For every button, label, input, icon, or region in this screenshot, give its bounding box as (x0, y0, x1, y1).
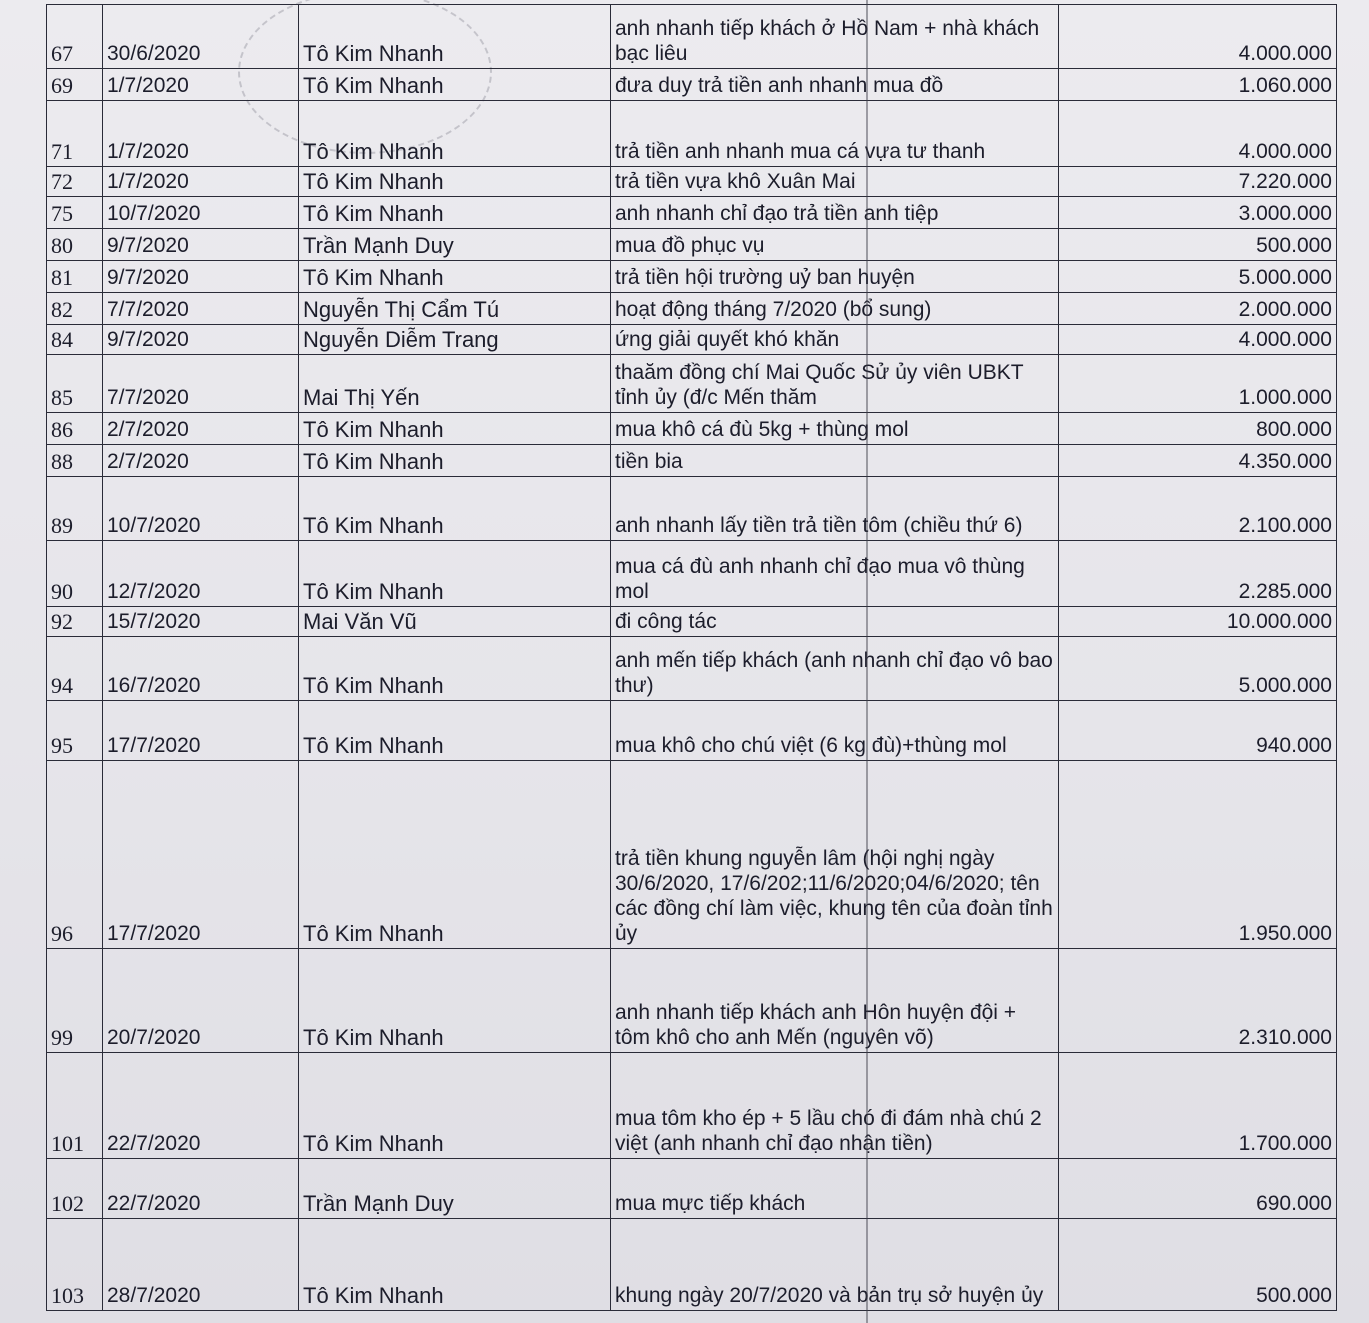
table-row (47, 1219, 1337, 1311)
row-amount: 1.700.000 (1059, 1053, 1337, 1159)
row-amount: 2.285.000 (1059, 541, 1337, 607)
row-description: đi công tác (611, 607, 1059, 637)
row-name: Tô Kim Nhanh (299, 701, 611, 761)
row-description: anh mến tiếp khách (anh nhanh chỉ đạo vô bao thư) (611, 637, 1059, 701)
row-number: 82 (47, 293, 103, 325)
row-description: ứng giải quyết khó khăn (611, 325, 1059, 355)
row-description: mua cá đù anh nhanh chỉ đạo mua vô thùng mol (611, 541, 1059, 607)
row-date: 20/7/2020 (103, 949, 299, 1053)
row-description: trả tiền vựa khô Xuân Mai (611, 167, 1059, 197)
row-amount: 5.000.000 (1059, 261, 1337, 293)
row-date: 28/7/2020 (103, 1219, 299, 1311)
table-row (47, 229, 1337, 261)
table-row (47, 1053, 1337, 1159)
table-row (47, 69, 1337, 101)
table-row (47, 261, 1337, 293)
row-number: 88 (47, 445, 103, 477)
row-description: mua đồ phục vụ (611, 229, 1059, 261)
table-row (47, 445, 1337, 477)
row-number: 75 (47, 197, 103, 229)
row-date: 7/7/2020 (103, 355, 299, 413)
row-date: 17/7/2020 (103, 701, 299, 761)
row-number: 69 (47, 69, 103, 101)
row-number: 90 (47, 541, 103, 607)
table-row (47, 949, 1337, 1053)
row-number: 84 (47, 325, 103, 355)
row-amount: 4.000.000 (1059, 325, 1337, 355)
table-row (47, 413, 1337, 445)
row-name: Mai Thị Yến (299, 355, 611, 413)
row-description: khung ngày 20/7/2020 và bản trụ sở huyện ủy (611, 1219, 1059, 1311)
row-amount: 4.350.000 (1059, 445, 1337, 477)
row-description: đưa duy trả tiền anh nhanh mua đồ (611, 69, 1059, 101)
row-date: 30/6/2020 (103, 5, 299, 69)
row-name: Tô Kim Nhanh (299, 1219, 611, 1311)
row-amount: 1.060.000 (1059, 69, 1337, 101)
row-number: 89 (47, 477, 103, 541)
row-name: Tô Kim Nhanh (299, 5, 611, 69)
row-name: Tô Kim Nhanh (299, 541, 611, 607)
row-date: 7/7/2020 (103, 293, 299, 325)
page-fold-line (866, 0, 868, 1323)
row-description: thaăm đồng chí Mai Quốc Sử ủy viên UBKT tỉnh ủy (đ/c Mến thăm (611, 355, 1059, 413)
row-name: Tô Kim Nhanh (299, 69, 611, 101)
table-row (47, 637, 1337, 701)
row-amount: 7.220.000 (1059, 167, 1337, 197)
table-row (47, 101, 1337, 167)
row-number: 72 (47, 167, 103, 197)
row-description: anh nhanh tiếp khách ở Hồ Nam + nhà khách bạc liêu (611, 5, 1059, 69)
row-number: 92 (47, 607, 103, 637)
row-name: Tô Kim Nhanh (299, 445, 611, 477)
row-amount: 2.310.000 (1059, 949, 1337, 1053)
row-amount: 4.000.000 (1059, 5, 1337, 69)
row-amount: 690.000 (1059, 1159, 1337, 1219)
row-name: Tô Kim Nhanh (299, 413, 611, 445)
row-amount: 2.000.000 (1059, 293, 1337, 325)
row-date: 9/7/2020 (103, 229, 299, 261)
table-row (47, 541, 1337, 607)
row-description: trả tiền hội trường uỷ ban huyện (611, 261, 1059, 293)
row-name: Tô Kim Nhanh (299, 949, 611, 1053)
expense-table-body (47, 5, 1337, 1311)
row-name: Tô Kim Nhanh (299, 1053, 611, 1159)
table-row (47, 5, 1337, 69)
row-description: anh nhanh tiếp khách anh Hôn huyện đội + tôm khô cho anh Mến (nguyên võ) (611, 949, 1059, 1053)
row-name: Tô Kim Nhanh (299, 167, 611, 197)
row-number: 101 (47, 1053, 103, 1159)
row-description: mua mực tiếp khách (611, 1159, 1059, 1219)
row-date: 22/7/2020 (103, 1053, 299, 1159)
row-description: trả tiền khung nguyễn lâm (hội nghị ngày 30/6/2020, 17/6/202;11/6/2020;04/6/2020; tên các đồng chí làm việc, khung tên của đoàn tỉnh ủy (611, 761, 1059, 949)
row-number: 71 (47, 101, 103, 167)
row-date: 1/7/2020 (103, 167, 299, 197)
row-description: tiền bia (611, 445, 1059, 477)
row-name: Nguyễn Diễm Trang (299, 325, 611, 355)
table-row (47, 355, 1337, 413)
table-row (47, 325, 1337, 355)
table-row (47, 761, 1337, 949)
table-row (47, 1159, 1337, 1219)
row-name: Tô Kim Nhanh (299, 261, 611, 293)
row-number: 67 (47, 5, 103, 69)
row-number: 96 (47, 761, 103, 949)
row-date: 2/7/2020 (103, 413, 299, 445)
row-amount: 800.000 (1059, 413, 1337, 445)
table-row (47, 293, 1337, 325)
row-date: 10/7/2020 (103, 197, 299, 229)
row-description: hoạt động tháng 7/2020 (bổ sung) (611, 293, 1059, 325)
row-description: trả tiền anh nhanh mua cá vựa tư thanh (611, 101, 1059, 167)
row-description: anh nhanh chỉ đạo trả tiền anh tiệp (611, 197, 1059, 229)
row-name: Tô Kim Nhanh (299, 197, 611, 229)
row-date: 12/7/2020 (103, 541, 299, 607)
row-name: Tô Kim Nhanh (299, 101, 611, 167)
row-number: 85 (47, 355, 103, 413)
row-date: 22/7/2020 (103, 1159, 299, 1219)
row-number: 99 (47, 949, 103, 1053)
row-name: Trần Mạnh Duy (299, 1159, 611, 1219)
row-name: Nguyễn Thị Cẩm Tú (299, 293, 611, 325)
table-row (47, 607, 1337, 637)
row-date: 16/7/2020 (103, 637, 299, 701)
row-date: 15/7/2020 (103, 607, 299, 637)
row-name: Trần Mạnh Duy (299, 229, 611, 261)
row-description: mua khô cá đù 5kg + thùng mol (611, 413, 1059, 445)
row-amount: 500.000 (1059, 229, 1337, 261)
row-description: mua tôm kho ép + 5 lầu chó đi đám nhà chú 2 việt (anh nhanh chỉ đạo nhận tiền) (611, 1053, 1059, 1159)
row-date: 9/7/2020 (103, 325, 299, 355)
row-name: Tô Kim Nhanh (299, 637, 611, 701)
row-amount: 4.000.000 (1059, 101, 1337, 167)
table-row (47, 701, 1337, 761)
row-amount: 500.000 (1059, 1219, 1337, 1311)
row-name: Mai Văn Vũ (299, 607, 611, 637)
row-amount: 1.000.000 (1059, 355, 1337, 413)
table-row (47, 477, 1337, 541)
row-number: 86 (47, 413, 103, 445)
row-number: 103 (47, 1219, 103, 1311)
row-date: 17/7/2020 (103, 761, 299, 949)
row-amount: 2.100.000 (1059, 477, 1337, 541)
row-number: 94 (47, 637, 103, 701)
table-row (47, 167, 1337, 197)
row-number: 102 (47, 1159, 103, 1219)
expense-table (46, 4, 1337, 1311)
row-amount: 10.000.000 (1059, 607, 1337, 637)
row-amount: 5.000.000 (1059, 637, 1337, 701)
row-description: anh nhanh lấy tiền trả tiền tôm (chiều thứ 6) (611, 477, 1059, 541)
row-number: 80 (47, 229, 103, 261)
row-number: 95 (47, 701, 103, 761)
row-amount: 1.950.000 (1059, 761, 1337, 949)
row-description: mua khô cho chú việt (6 kg đù)+thùng mol (611, 701, 1059, 761)
row-date: 1/7/2020 (103, 69, 299, 101)
row-date: 9/7/2020 (103, 261, 299, 293)
row-date: 2/7/2020 (103, 445, 299, 477)
row-name: Tô Kim Nhanh (299, 477, 611, 541)
row-date: 10/7/2020 (103, 477, 299, 541)
row-date: 1/7/2020 (103, 101, 299, 167)
row-amount: 940.000 (1059, 701, 1337, 761)
row-amount: 3.000.000 (1059, 197, 1337, 229)
table-row (47, 197, 1337, 229)
row-number: 81 (47, 261, 103, 293)
row-name: Tô Kim Nhanh (299, 761, 611, 949)
